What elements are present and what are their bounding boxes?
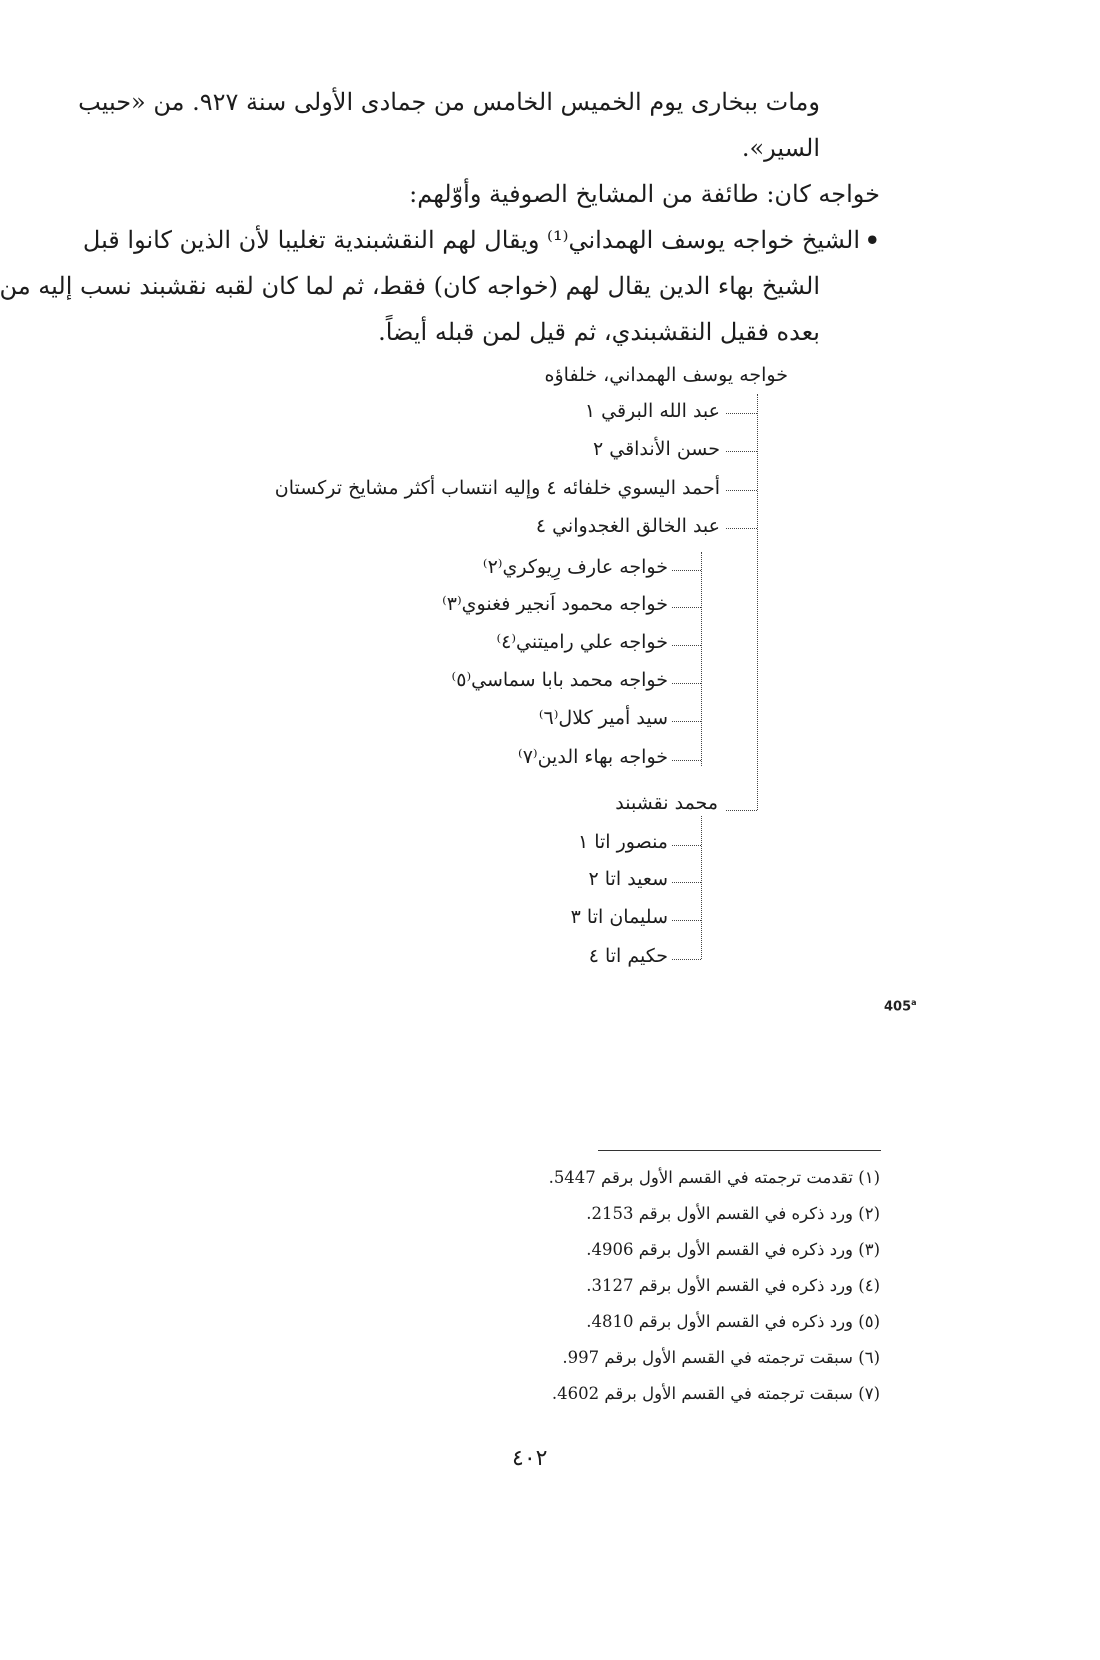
footnote-4: (٤) ورد ذكره في القسم الأول برقم 3127.: [586, 1276, 880, 1295]
tree-level2-leader-1: [672, 570, 701, 571]
tree-level3-item-1: منصور اتا ١: [577, 831, 668, 853]
tree-level2-item-2: خواجه محمود اَنجير فغنوي⁽٣⁾: [442, 593, 668, 615]
para-line-1: الشيخ خواجه يوسف الهمداني⁽¹⁾ ويقال لهم النقشبندية تغليبا لأن الذين كانوا قبل: [82, 226, 860, 254]
tree-level1-item-1: عبد الله البرقي ١: [584, 400, 720, 422]
tree-level2-item-5: سيد أمير كلال⁽٦⁾: [538, 707, 668, 729]
tree-level2-leader-3: [672, 645, 701, 646]
tree-level1-leader-4: [726, 528, 757, 529]
tree-level3-leader-2: [672, 882, 701, 883]
tree-level1-item-2: حسن الأنداقي ٢: [592, 438, 720, 460]
tree-level2-leader-4: [672, 683, 701, 684]
footnote-6: (٦) سبقت ترجمته في القسم الأول برقم 997.: [562, 1348, 880, 1367]
tree-level1-item-4: عبد الخالق الغجدواني ٤: [535, 515, 720, 537]
tree-level1-leader-3: [726, 490, 757, 491]
tree-level3-item-2: سعيد اتا ٢: [588, 868, 668, 890]
tree-level2-item-6: خواجه بهاء الدين⁽٧⁾: [518, 746, 668, 768]
footnote-7: (٧) سبقت ترجمته في القسم الأول برقم 4602.: [551, 1384, 880, 1403]
tree-level1-leader-1: [726, 413, 757, 414]
body-line-1: ومات ببخارى يوم الخميس الخامس من جمادى الأولى سنة ٩٢٧. من «حبيب: [78, 88, 820, 116]
tree-level3-leader-1: [672, 845, 701, 846]
tree-level1-rule: [757, 394, 758, 810]
tree-level2-item-1: خواجه عارف رِيوكري⁽٢⁾: [482, 556, 668, 578]
tree-level1-leader-2: [726, 451, 757, 452]
footnote-3: (٣) ورد ذكره في القسم الأول برقم 4906.: [586, 1240, 880, 1259]
tree-level3-item-4: حكيم اتا ٤: [588, 945, 668, 967]
tree-level3-rule: [701, 816, 702, 959]
tree-level2-item-4: خواجه محمد بابا سماسي⁽٥⁾: [451, 669, 668, 691]
body-line-3: خواجه كان: طائفة من المشايخ الصوفية وأوّلهم:: [409, 180, 880, 208]
tree-level2-leader-6: [672, 760, 701, 761]
para-line-2: الشيخ بهاء الدين يقال لهم (خواجه كان) فقط، ثم لما كان لقبه نقشبند نسب إليه من: [0, 272, 820, 300]
tree-level3-leader-3: [672, 920, 701, 921]
tree-naqshband: محمد نقشبند: [615, 792, 718, 814]
bullet-marker: •: [864, 226, 880, 255]
footnote-1: (١) تقدمت ترجمته في القسم الأول برقم 5447.: [548, 1168, 880, 1187]
margin-reference: 405$^a$: [884, 998, 917, 1015]
tree-naqshband-leader: [726, 810, 757, 811]
para-line-3: بعده فقيل النقشبندي، ثم قيل لمن قبله أيضاً.: [378, 318, 820, 346]
body-line-2: السير».: [741, 134, 820, 162]
tree-level2-rule: [701, 552, 702, 766]
tree-level2-leader-2: [672, 607, 701, 608]
footnote-2: (٢) ورد ذكره في القسم الأول برقم 2153.: [586, 1204, 880, 1223]
tree-level3-leader-4: [672, 959, 701, 960]
tree-level1-item-3: أحمد اليسوي خلفائه ٤ وإليه انتساب أكثر مشايخ تركستان: [274, 477, 720, 499]
tree-level2-item-3: خواجه علي راميتني⁽٤⁾: [496, 631, 668, 653]
footnote-separator: [598, 1150, 881, 1151]
tree-level2-leader-5: [672, 721, 701, 722]
page-number: ٤٠٢: [512, 1446, 548, 1471]
tree-level3-item-3: سليمان اتا ٣: [570, 906, 668, 928]
tree-root: خواجه يوسف الهمداني، خلفاؤه: [544, 364, 788, 386]
footnote-5: (٥) ورد ذكره في القسم الأول برقم 4810.: [586, 1312, 880, 1331]
